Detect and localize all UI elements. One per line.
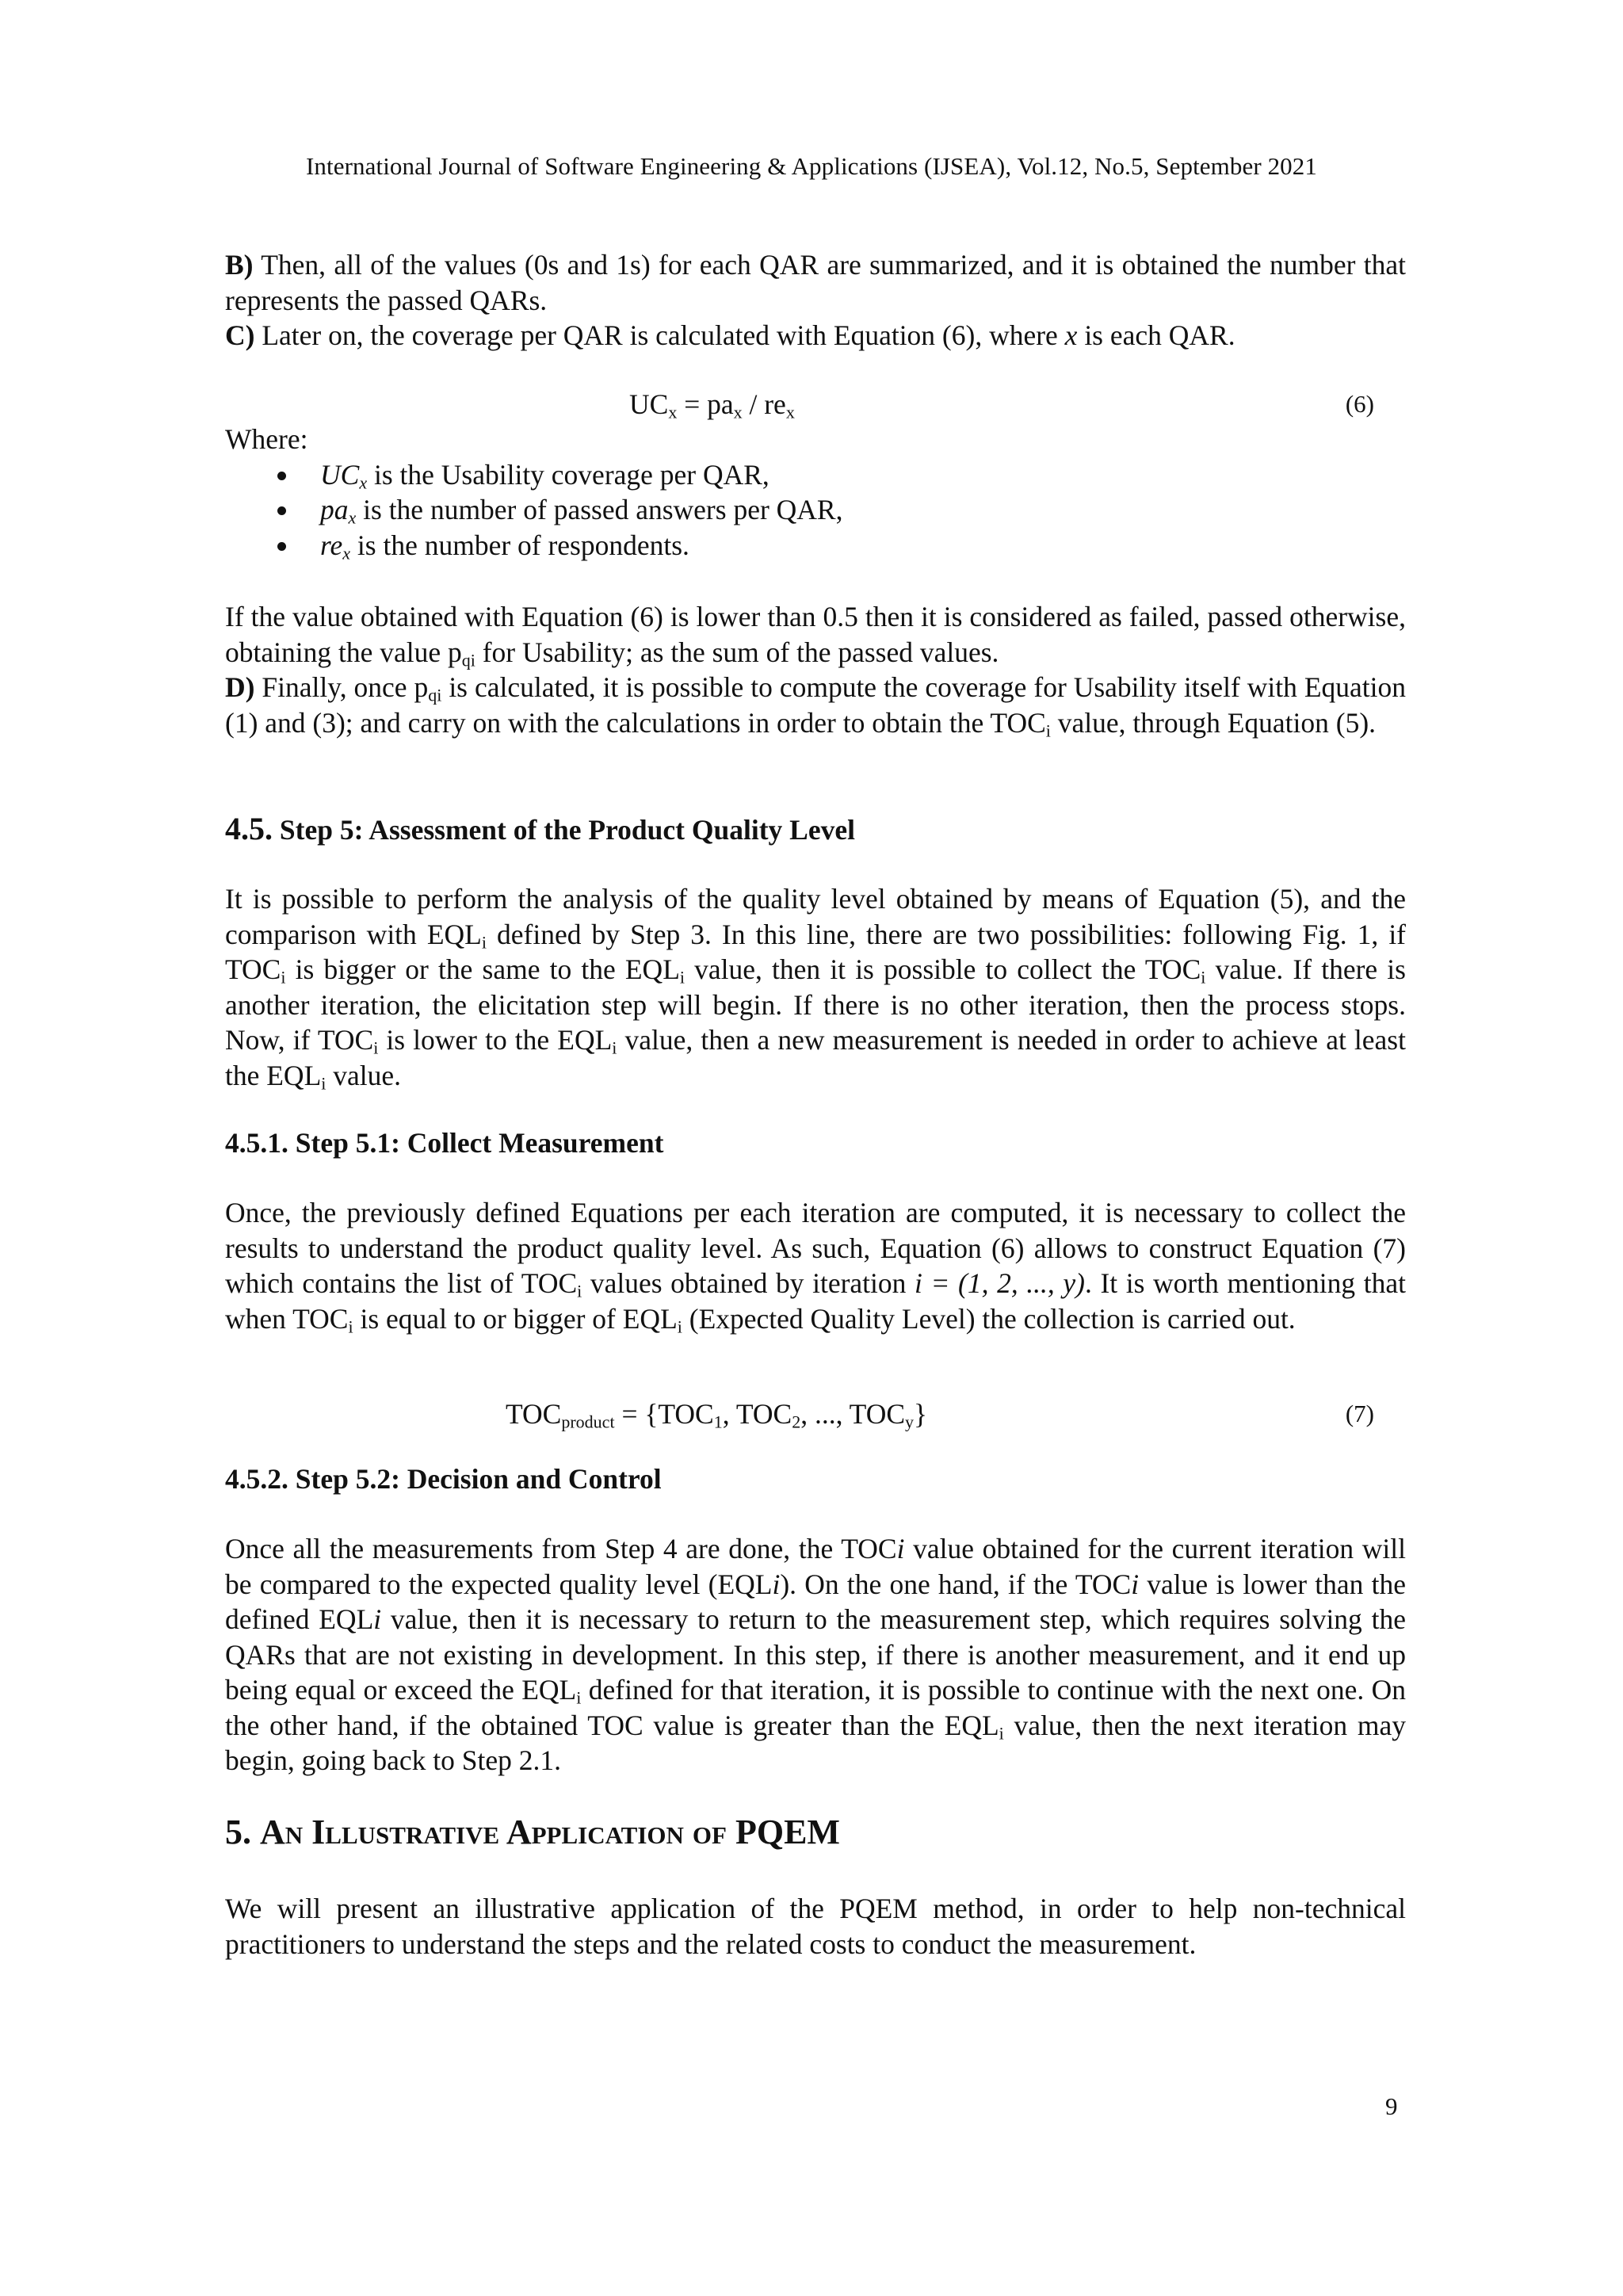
section-5-paragraph: We will present an illustrative application of the PQEM method, in order to help non-technical practitioners to understand the steps and the related costs to conduct the measurement. — [225, 1893, 1406, 1960]
list-item: $re_x$ is the number of respondents. — [225, 528, 1406, 563]
step-c-paragraph: C) Later on, the coverage per QAR is calculated with Equation (6), where x is each QAR. — [225, 319, 1235, 351]
running-header: International Journal of Software Engineering & Applications (IJSEA), Vol.12, No.5, September 2021 — [306, 152, 1317, 180]
bullet-icon — [277, 472, 286, 480]
step-b-paragraph: B) Then, all of the values (0s and 1s) for each QAR are summarized, and it is obtained the number that represents the passed QARs. — [225, 249, 1406, 316]
usability-paragraphs — [225, 599, 1406, 740]
section-4-5-2-body — [225, 1531, 1406, 1778]
bullet-icon — [277, 542, 286, 551]
section-5-heading: 5. An Illustrative Application of PQEM — [225, 1813, 840, 1851]
section-4-5-2-paragraph: Once all the measurements from Step 4 are done, the TOCi value obtained for the current iteration will be compared to the expected quality level (EQLi). On the one hand, if the TOCi value is lower than the defined EQLi value, then it is necessary to return to the measurement step, which requires solving the QARs that are not existing in development. In this step, if there is another measurement, and it end up being equal or exceed the $EQL_i$ defined for that iteration, it is possible to continue with the next one. On the other hand, if the obtained TOC value is greater than the $EQL_i$ value, then the next iteration may begin, going back to Step 2.1. — [225, 1533, 1407, 1776]
equation-6-expression: $UC_x = pa_x / re_x$ — [629, 388, 795, 422]
section-4-5-body — [225, 881, 1406, 1093]
equation-7 — [225, 1396, 1406, 1444]
steps-b-c — [225, 247, 1406, 353]
section-4-5-1-paragraph: Once, the previously defined Equations per each iteration are computed, it is necessary to collect the results to understand the product quality level. As such, Equation (6) allows to construct Equation (7) which contains the list of $TOC_i$ values obtained by iteration i = (1, 2, ..., y). It is worth mentioning that when $TOC_i$ is equal to or bigger of $EQL_i$ (Expected Quality Level) the collection is carried out. — [225, 1197, 1406, 1336]
step-d-paragraph: D) Finally, once $p_{qi}$ is calculated, it is possible to compute the coverage for Usability itself with Equation (1) and (3); and carry on with the calculations in order to obtain the $TOC_i$ value, through Equation (5). — [225, 671, 1406, 740]
section-4-5-1-heading: 4.5.1. Step 5.1: Collect Measurement — [225, 1127, 664, 1159]
failed-passed-paragraph: If the value obtained with Equation (6) is lower than 0.5 then it is considered as failed, passed otherwise, obtaining the value $p_{qi}$ for Usability; as the sum of the passed values. — [225, 601, 1406, 670]
variable-definitions — [225, 457, 1406, 563]
section-4-5-heading: 4.5. Step 5: Assessment of the Product Quality Level — [225, 811, 855, 846]
bullet-icon — [277, 506, 286, 515]
equation-7-expression: $TOC_{product} = \{TOC_1$, $TOC_2$, ..., $TOC_y$} — [506, 1398, 928, 1432]
section-4-5-2-heading: 4.5.2. Step 5.2: Decision and Control — [225, 1463, 662, 1495]
page-number: 9 — [1385, 2092, 1398, 2120]
section-5-body — [225, 1891, 1406, 1962]
section-4-5-paragraph: It is possible to perform the analysis of the quality level obtained by means of Equation (5), and the comparison with $EQL_i$ defined by Step 3. In this line, there are two possibilities: following Fig. 1, if $TOC_i$ is bigger or the same to the $EQL_i$ value, then it is possible to collect the $TOC_i$ value. If there is another iteration, the elicitation step will begin. If there is no other iteration, then the process stops. Now, if $TOC_i$ is lower to the $EQL_i$ value, then a new measurement is needed in order to achieve at least the $EQL_i$ value. — [225, 883, 1407, 1093]
section-4-5-1-body — [225, 1195, 1406, 1336]
list-item: $UC_x$ is the Usability coverage per QAR, — [225, 457, 1406, 493]
where-list — [225, 422, 1406, 563]
list-item: $pa_x$ is the number of passed answers per QAR, — [225, 492, 1406, 528]
equation-6-number: (6) — [1345, 390, 1374, 418]
where-label: Where: — [225, 423, 308, 455]
equation-7-number: (7) — [1345, 1400, 1374, 1427]
